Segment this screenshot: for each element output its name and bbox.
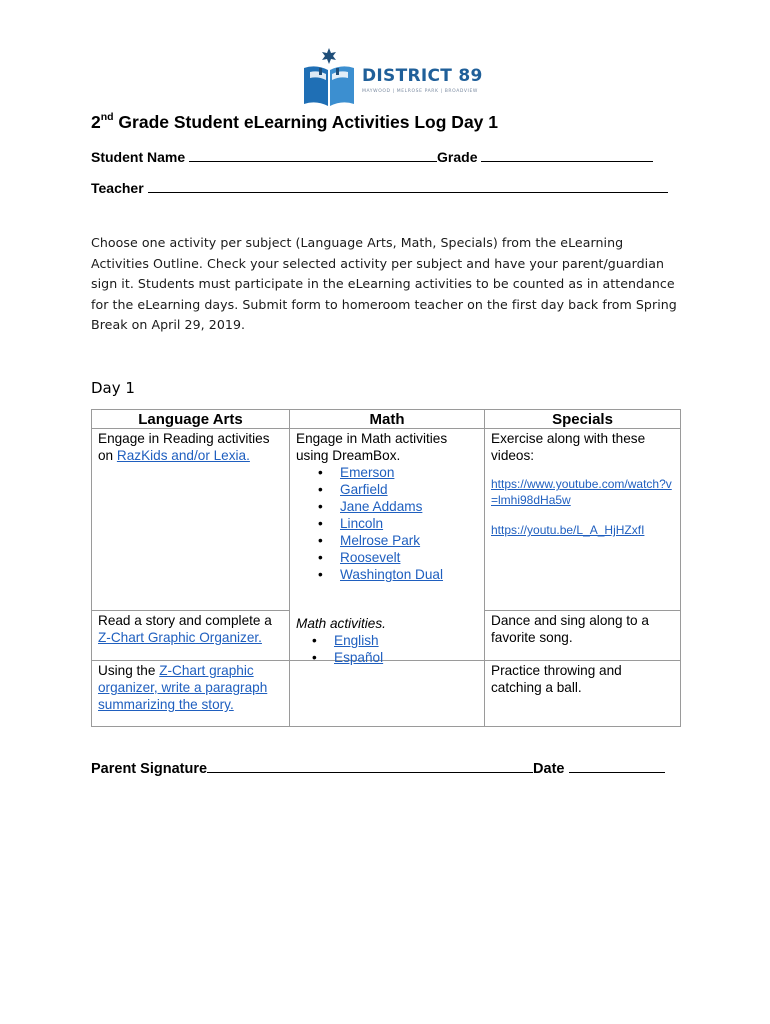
list-item	[340, 464, 478, 481]
book-star-icon	[298, 46, 360, 108]
student-info-row	[91, 147, 653, 165]
la-activity-3	[98, 662, 283, 713]
la-text-2: Read a story and complete a	[98, 613, 272, 628]
title-prefix: 2	[91, 112, 101, 132]
student-name-line[interactable]	[189, 147, 437, 162]
razkids-lexia-link[interactable]: RazKids and/or Lexia.	[116, 448, 250, 463]
table-header-row	[92, 410, 681, 429]
specials-cell-3	[485, 661, 681, 727]
day-label: Day 1	[91, 379, 135, 397]
teacher-row	[91, 178, 668, 196]
school-link-list	[296, 464, 478, 583]
parent-signature-line[interactable]	[207, 758, 533, 773]
english-link[interactable]: English	[334, 633, 379, 648]
logo-tagline: MAYWOOD | MELROSE PARK | BROADVIEW	[362, 89, 478, 94]
list-item	[340, 515, 478, 532]
teacher-label: Teacher	[91, 180, 144, 196]
emerson-link[interactable]: Emerson	[340, 465, 395, 480]
list-item	[334, 649, 466, 666]
page-title	[91, 112, 498, 133]
la-cell-2	[92, 611, 290, 661]
list-item	[340, 532, 478, 549]
specials-activity-1: Exercise along with these videos:	[491, 431, 646, 463]
math-activity-2: Math activities.	[296, 616, 386, 631]
instructions-paragraph: Choose one activity per subject (Language Arts, Math, Specials) from the eLearning Activities Outline. Check your selected activity per subject and have your parent/guardian sign it. Students must participate in the eLearning activities to be counted as in attendance for the eLearning days. Submit form to homeroom teacher on the first day back from Spring Break on April 29, 2019.	[91, 235, 677, 332]
roosevelt-link[interactable]: Roosevelt	[340, 550, 401, 565]
signature-row	[91, 758, 665, 777]
la-text-3: Using the	[98, 663, 160, 678]
header-specials: Specials	[485, 410, 681, 429]
table-row	[92, 429, 681, 611]
youtube-link-2[interactable]: https://youtu.be/L_A_HjHZxfI	[491, 523, 645, 537]
logo-wordmark: DISTRICT 89	[362, 66, 483, 86]
district-logo	[298, 46, 483, 108]
youtube-link-1[interactable]: https://www.youtube.com/watch?v=lmhi98dHa5w	[491, 477, 672, 507]
header-language-arts: Language Arts	[92, 410, 290, 429]
header-math: Math	[290, 410, 485, 429]
la-cell-1	[92, 429, 290, 611]
la-activity-2	[98, 612, 283, 646]
parent-signature-label: Parent Signature	[91, 761, 208, 777]
la-cell-3	[92, 661, 290, 727]
date-line[interactable]	[569, 758, 665, 773]
table-row	[92, 661, 681, 727]
teacher-line[interactable]	[148, 178, 668, 193]
list-item	[340, 498, 478, 515]
list-item	[340, 481, 478, 498]
list-item	[340, 549, 478, 566]
grade-label: Grade	[437, 149, 478, 165]
la-activity-1	[98, 430, 283, 464]
list-item	[334, 632, 466, 649]
specials-cell-1	[485, 429, 681, 611]
grade-line[interactable]	[481, 147, 653, 162]
specials-activity-2: Dance and sing along to a favorite song.	[491, 613, 649, 645]
math-cell-2	[290, 616, 485, 727]
math-activity-2-wrap	[296, 615, 466, 666]
espanol-link[interactable]: Español	[334, 650, 384, 665]
title-superscript: nd	[100, 111, 114, 124]
melrose-park-link[interactable]: Melrose Park	[340, 533, 421, 548]
z-chart-organizer-link[interactable]: Z-Chart Graphic Organizer.	[98, 630, 262, 645]
title-rest: Grade Student eLearning Activities Log Day 1	[113, 112, 498, 132]
jane-addams-link[interactable]: Jane Addams	[340, 499, 423, 514]
specials-cell-2	[485, 611, 681, 661]
z-chart-paragraph-link[interactable]: Z-Chart graphic organizer, write a paragraph summarizing the story.	[98, 663, 268, 712]
garfield-link[interactable]: Garfield	[340, 482, 388, 497]
lincoln-link[interactable]: Lincoln	[340, 516, 384, 531]
specials-activity-3: Practice throwing and catching a ball.	[491, 663, 622, 695]
washington-dual-link[interactable]: Washington Dual	[340, 567, 444, 582]
math-activity-1: Engage in Math activities using DreamBox.	[296, 431, 448, 463]
date-label: Date	[533, 761, 565, 777]
language-link-list	[296, 632, 466, 666]
list-item	[340, 566, 478, 583]
la-text-1: Engage in Reading activities on	[98, 431, 270, 463]
student-name-label: Student Name	[91, 149, 186, 165]
activities-table	[91, 409, 681, 727]
